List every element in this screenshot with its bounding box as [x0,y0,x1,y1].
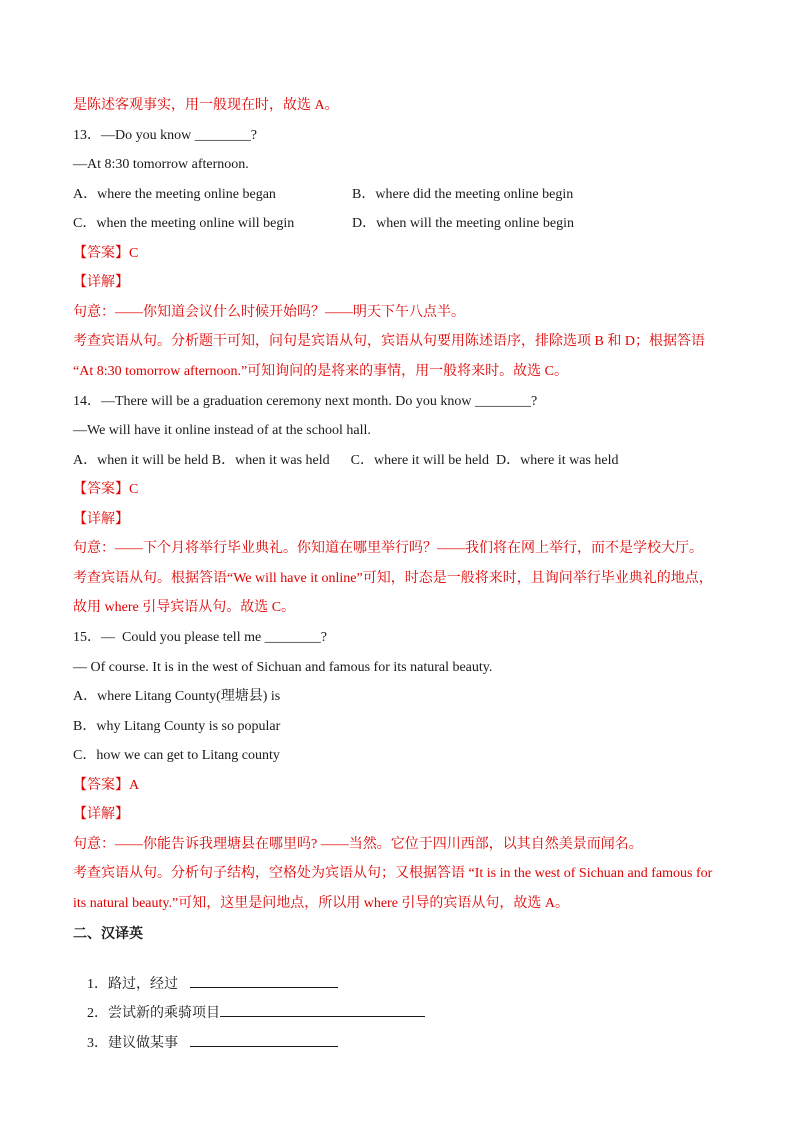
q15-detail-label: 【详解】 [73,807,129,822]
q13-option-d: D．when will the meeting online begin [352,216,575,231]
q13-option-c: C．when the meeting online will begin [73,216,295,231]
q15-analysis-2: its natural beauty.”可知，这里是问地点，所以用 where 引导的宾语从句，故选 A。 [73,896,570,911]
translation-item-2-prompt: 2．尝试新的乘骑项目 [87,1006,220,1021]
q13-analysis-2: “At 8:30 tomorrow afternoon.”可知询问的是将来的事情，用一般将来时。故选 C。 [73,364,569,379]
previous-explanation-tail: 是陈述客观事实，用一般现在时，故选 A。 [73,98,339,113]
q13-analysis-1: 考查宾语从句。分析题干可知，问句是宾语从句，宾语从句要用陈述语序，排除选项 B 和 D；根据答语 [73,334,705,349]
q14-options: A．when it will be held B．when it was held C．where it will be held D．where it was held [73,453,619,468]
q13-option-a: A．where the meeting online began [73,187,276,202]
q13-answer: 【答案】C [73,246,139,261]
translation-item-3-prompt: 3．建议做某事 [87,1036,178,1051]
translation-item-3 [73,1015,338,1071]
q14-question: 14．—There will be a graduation ceremony next month. Do you know ________? [73,394,538,409]
q15-question: 15．— Could you please tell me ________? [73,630,327,645]
q13-meaning: 句意：——你知道会议什么时候开始吗？——明天下午八点半。 [73,305,465,320]
q14-answer: 【答案】C [73,482,139,497]
q13-option-b: B．where did the meeting online begin [352,187,574,202]
q15-meaning: 句意：——你能告诉我理塘县在哪里吗? ——当然。它位于四川西部，以其自然美景而闻名。 [73,837,643,852]
q15-analysis-1: 考查宾语从句。分析句子结构，空格处为宾语从句；又根据答语 “It is in the west of Sichuan and famous for [73,866,713,881]
q13-detail-label: 【详解】 [73,275,129,290]
q14-meaning: 句意：——下个月将举行毕业典礼。你知道在哪里举行吗？——我们将在网上举行，而不是学校大厅。 [73,541,703,556]
translation-item-1-prompt: 1．路过，经过 [87,977,178,992]
q13-reply: —At 8:30 tomorrow afternoon. [73,157,249,172]
q15-answer: 【答案】A [73,778,140,793]
q14-reply: —We will have it online instead of at the school hall. [73,423,371,438]
answer-blank-3[interactable] [190,1033,338,1047]
q15-option-a: A．where Litang County(理塘县) is [73,689,281,704]
q15-option-c: C．how we can get to Litang county [73,748,280,763]
q14-analysis-1: 考查宾语从句。根据答语“We will have it online”可知，时态是一般将来时，且询问举行毕业典礼的地点， [73,571,713,586]
q15-option-b: B．why Litang County is so popular [73,719,281,734]
section-heading: 二、汉译英 [73,927,143,942]
q14-detail-label: 【详解】 [73,512,129,527]
q13-question: 13．—Do you know ________? [73,128,257,143]
q14-analysis-2: 故用 where 引导宾语从句。故选 C。 [73,600,296,615]
q15-reply: — Of course. It is in the west of Sichuan and famous for its natural beauty. [73,660,493,675]
